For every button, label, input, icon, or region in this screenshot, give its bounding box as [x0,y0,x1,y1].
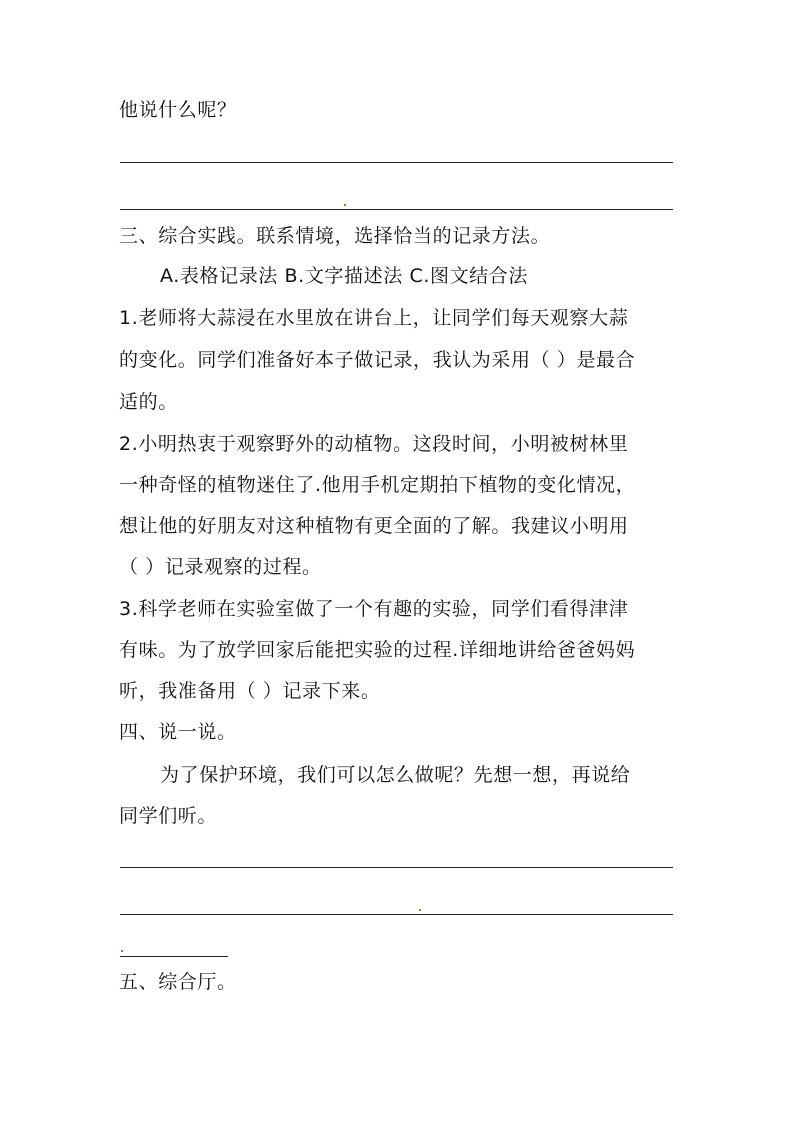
question-tail: 他说什么呢？ [119,99,237,121]
stray-dot [121,950,123,952]
q1-line-2: 的变化。同学们准备好本子做记录，我认为采用（ ）是最合 [119,349,636,371]
q2-line-2: 一种奇怪的植物迷住了.他用手机定期拍下植物的变化情况， [119,474,636,496]
q2-line-4: （ ）记录观察的过程。 [119,556,322,578]
stray-dot [344,204,346,206]
q2-line-1: 2.小明热衷于观察野外的动植物。这段时间，小明被树林里 [119,433,629,455]
answer-line-4[interactable] [120,914,673,915]
q1-line-1: 1.老师将大蒜浸在水里放在讲台上，让同学们每天观察大蒜 [119,307,629,329]
q1-line-3: 适的。 [119,391,178,413]
footnote-rule [120,956,228,957]
answer-line-3[interactable] [120,867,673,868]
section4-prompt-line-2: 同学们听。 [119,805,218,827]
q2-line-3: 想让他的好朋友对这种植物有更全面的了解。我建议小明用 [119,515,629,537]
section4-prompt-line-1: 为了保护环境，我们可以怎么做呢？先想一想，再说给 [160,764,631,786]
answer-line-1[interactable] [120,162,673,163]
section5-heading: 五、综合厅。 [119,971,237,993]
stray-dot [419,909,421,911]
section4-heading: 四、说一说。 [119,721,237,743]
section3-heading: 三、综合实践。联系情境，选择恰当的记录方法。 [119,225,551,247]
answer-line-2[interactable] [120,209,673,210]
q3-line-3: 听，我准备用（ ）记录下来。 [119,680,381,702]
q3-line-2: 有味。为了放学回家后能把实验的过程.详细地讲给爸爸妈妈 [119,639,636,661]
q3-line-1: 3.科学老师在实验室做了一个有趣的实验，同学们看得津津 [119,598,629,620]
section3-options: A.表格记录法 B.文字描述法 C.图文结合法 [160,265,528,287]
